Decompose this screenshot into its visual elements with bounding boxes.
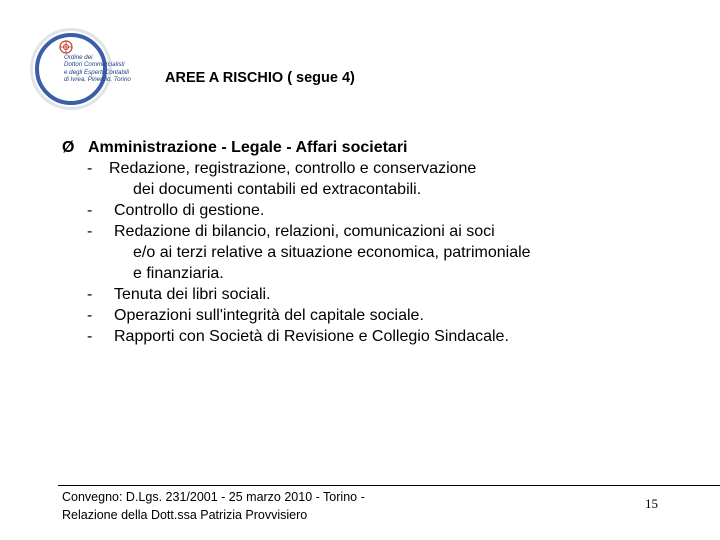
logo-text-line: e degli Esperti Contabili	[64, 68, 130, 76]
dash-bullet: -	[87, 307, 93, 324]
list-item-text: Controllo di gestione.	[114, 202, 265, 219]
arrow-bullet-icon: Ø	[62, 139, 75, 156]
dash-bullet: -	[87, 286, 93, 303]
list-item-text: Redazione, registrazione, controllo e conservazione	[109, 160, 477, 177]
page-number: 15	[645, 496, 658, 511]
list-item-text: Rapporti con Società di Revisione e Collegio Sindacale.	[114, 328, 509, 345]
list-item-text: e finanziaria.	[133, 265, 224, 282]
logo	[30, 22, 148, 108]
footer-line-1: Convegno: D.Lgs. 231/2001 - 25 marzo 2010 - Torino -	[62, 490, 365, 504]
list-item-text: Redazione di bilancio, relazioni, comunicazioni ai soci	[114, 223, 495, 240]
footer-divider	[58, 485, 720, 486]
dash-bullet: -	[87, 223, 93, 240]
logo-text-line: Ordine dei	[64, 54, 93, 61]
dash-bullet: -	[87, 328, 93, 345]
list-item-text: e/o ai terzi relative a situazione economica, patrimoniale	[133, 244, 531, 261]
slide-title: AREE A RISCHIO ( segue 4)	[165, 70, 355, 86]
list-item-text: dei documenti contabili ed extracontabili.	[133, 181, 422, 198]
logo-emblem-icon	[59, 40, 73, 54]
dash-bullet: -	[87, 160, 93, 177]
footer	[62, 488, 365, 524]
logo-text	[64, 54, 148, 84]
logo-text-line: Dottori Commercialisti	[64, 61, 125, 69]
dash-bullet: -	[87, 202, 93, 219]
footer-line-2: Relazione della Dott.ssa Patrizia Provvisiero	[62, 508, 308, 522]
logo-text-line: di Ivrea, Pinerolo, Torino	[64, 76, 131, 84]
list-item-text: Tenuta dei libri sociali.	[114, 286, 271, 303]
list-item-text: Operazioni sull'integrità del capitale sociale.	[114, 307, 424, 324]
section-heading-text: Amministrazione - Legale - Affari societari	[88, 139, 408, 156]
